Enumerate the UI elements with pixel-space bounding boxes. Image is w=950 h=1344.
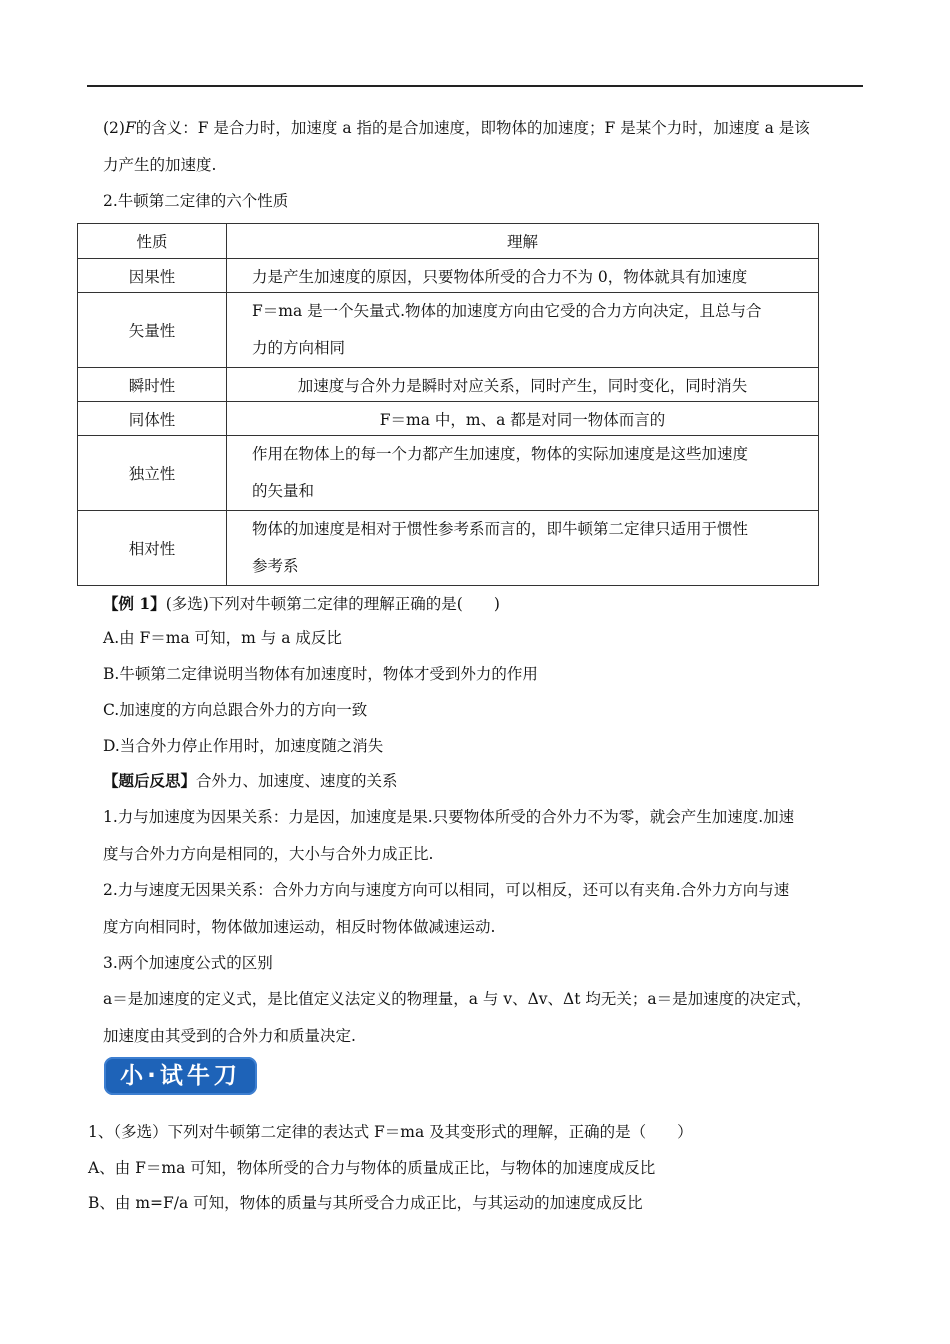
row-description: 作用在物体上的每一个力都产生加速度，物体的实际加速度是这些加速度 的矢量和 bbox=[227, 436, 819, 511]
header-understanding: 理解 bbox=[227, 224, 819, 259]
row-property: 矢量性 bbox=[78, 293, 227, 368]
row-description: 力是产生加速度的原因，只要物体所受的合力不为 0，物体就具有加速度 bbox=[227, 259, 819, 293]
section-heading: 2.牛顿第二定律的六个性质 bbox=[103, 192, 289, 210]
reflection-p2-line2: 度方向相同时，物体做加速运动，相反时物体做减速运动. bbox=[103, 918, 496, 936]
practice-badge: 小·试牛刀 bbox=[104, 1057, 257, 1095]
row-property: 瞬时性 bbox=[78, 368, 227, 402]
reflection-heading: 【题后反思】合外力、加速度、速度的关系 bbox=[103, 771, 398, 790]
row-description: F＝ma 中，m、a 都是对同一物体而言的 bbox=[227, 402, 819, 436]
properties-table bbox=[77, 223, 819, 586]
example-1-stem: 【例 1】(多选)下列对牛顿第二定律的理解正确的是( ) bbox=[103, 594, 500, 613]
table-header-row bbox=[78, 224, 819, 259]
row-property: 相对性 bbox=[78, 511, 227, 586]
header-property: 性质 bbox=[78, 224, 227, 259]
row-description: 加速度与合外力是瞬时对应关系，同时产生，同时变化，同时消失 bbox=[227, 368, 819, 402]
table-row bbox=[78, 293, 819, 368]
table-row bbox=[78, 402, 819, 436]
example-option-a: A.由 F＝ma 可知，m 与 a 成反比 bbox=[103, 629, 342, 647]
practice-question-1: 1、（多选）下列对牛顿第二定律的表达式 F＝ma 及其变形式的理解，正确的是（ ） bbox=[88, 1123, 693, 1141]
example-option-c: C.加速度的方向总跟合外力的方向一致 bbox=[103, 701, 368, 719]
reflection-p2-line1: 2.力与速度无因果关系：合外力方向与速度方向可以相同，可以相反，还可以有夹角.合外力方向与速 bbox=[103, 881, 790, 899]
example-option-b: B.牛顿第二定律说明当物体有加速度时，物体才受到外力的作用 bbox=[103, 665, 538, 683]
reflection-p1-line1: 1.力与加速度为因果关系：力是因，加速度是果.只要物体所受的合外力不为零，就会产生加速度.加速 bbox=[103, 808, 795, 826]
row-property: 因果性 bbox=[78, 259, 227, 293]
reflection-p1-line2: 度与合外力方向是相同的，大小与合外力成正比. bbox=[103, 845, 434, 863]
table-row bbox=[78, 368, 819, 402]
intro-line-2: 力产生的加速度. bbox=[103, 156, 217, 174]
row-description: F＝ma 是一个矢量式.物体的加速度方向由它受的合力方向决定，且总与合 力的方向相同 bbox=[227, 293, 819, 368]
reflection-p3-line1: a＝是加速度的定义式，是比值定义法定义的物理量，a 与 v、Δv、Δt 均无关；a＝是加速度的决定式， bbox=[103, 990, 812, 1008]
intro-line-1: (2)F的含义：F 是合力时，加速度 a 指的是合加速度，即物体的加速度；F 是某个力时，加速度 a 是该 bbox=[103, 119, 810, 137]
practice-option-a: A、由 F＝ma 可知，物体所受的合力与物体的质量成正比，与物体的加速度成反比 bbox=[88, 1159, 656, 1177]
header-rule bbox=[87, 85, 863, 87]
example-option-d: D.当合外力停止作用时，加速度随之消失 bbox=[103, 737, 384, 755]
reflection-p3-line2: 加速度由其受到的合外力和质量决定. bbox=[103, 1027, 356, 1045]
table-row bbox=[78, 259, 819, 293]
practice-option-b: B、由 m=F/a 可知，物体的质量与其所受合力成正比，与其运动的加速度成反比 bbox=[88, 1194, 643, 1212]
row-property: 独立性 bbox=[78, 436, 227, 511]
table-row bbox=[78, 511, 819, 586]
table-row bbox=[78, 436, 819, 511]
row-property: 同体性 bbox=[78, 402, 227, 436]
row-description: 物体的加速度是相对于惯性参考系而言的，即牛顿第二定律只适用于惯性 参考系 bbox=[227, 511, 819, 586]
reflection-p3-heading: 3.两个加速度公式的区别 bbox=[103, 954, 273, 972]
